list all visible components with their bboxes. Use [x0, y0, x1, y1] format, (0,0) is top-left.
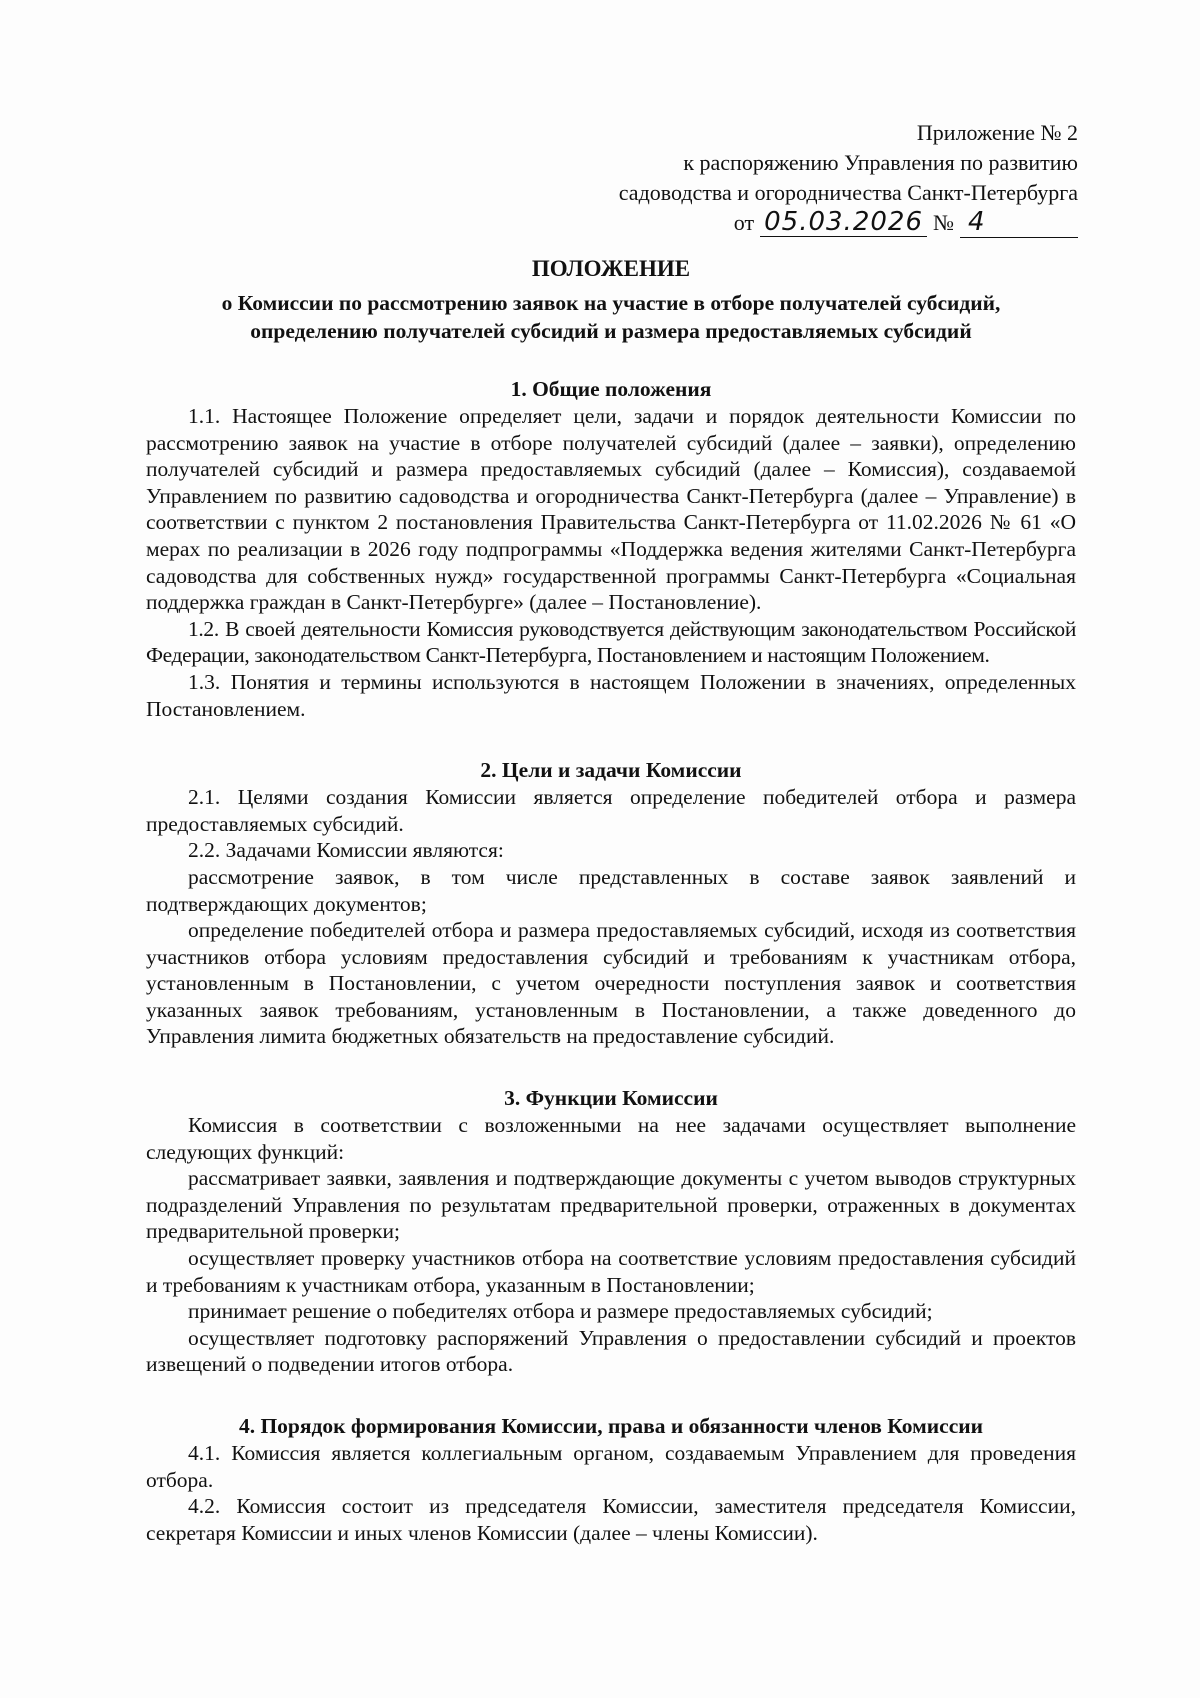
- appendix-order-line: к распоряжению Управления по развитию: [683, 150, 1078, 175]
- document-subtitle: [146, 289, 1076, 345]
- subtitle-line-1: о Комиссии по рассмотрению заявок на участие в отборе получателей субсидий,: [221, 291, 1001, 315]
- paragraph-3-item-2: осуществляет проверку участников отбора на соответствие условиям предоставления субсидий и требованиям к участникам отбора, указанным в Постановлении;: [146, 1246, 1076, 1297]
- appendix-number: Приложение № 2: [916, 120, 1078, 145]
- paragraph-3-item-3: принимает решение о победителях отбора и размере предоставляемых субсидий;: [188, 1299, 933, 1324]
- paragraph-3-item-1: рассматривает заявки, заявления и подтверждающие документы с учетом выводов структурных подразделений Управления по результатам предварительной проверки, отраженных в документах предварительной проверки;: [146, 1166, 1076, 1244]
- document-title: ПОЛОЖЕНИЕ: [531, 256, 691, 281]
- paragraph-4-1: 4.1. Комиссия является коллегиальным органом, создаваемым Управлением для проведения отбора.: [146, 1441, 1076, 1492]
- paragraph-2-2-item-2: определение победителей отбора и размера предоставляемых субсидий, исходя из соответствия участников отбора условиям предоставления субсидий и требованиям к участникам отбора, установленным в Постановлении, с учетом очередности поступления заявок и соответствия указанных заявок требованиям, установленным в Постановлении, а также доведенного до Управления лимита бюджетных обязательств на предоставление субсидий.: [146, 918, 1076, 1049]
- paragraph-3-intro: Комиссия в соответствии с возложенными на нее задачами осуществляет выполнение следующих функций:: [146, 1113, 1076, 1164]
- date-prefix: от: [733, 210, 755, 235]
- paragraph-2-2-item-1: рассмотрение заявок, в том числе представленных в составе заявок заявлений и подтверждающих документов;: [146, 864, 1076, 916]
- paragraph-1-2: 1.2. В своей деятельности Комиссия руководствуется действующим законодательством Российской Федерации, законодательством Санкт-Петербурга, Постановлением и настоящим Положением.: [146, 616, 1076, 668]
- section-1-heading: 1. Общие положения: [510, 377, 712, 401]
- paragraph-2-2: 2.2. Задачами Комиссии являются:: [188, 838, 504, 863]
- appendix-date-line: [619, 208, 1078, 238]
- section-3-heading: 3. Функции Комиссии: [504, 1086, 718, 1111]
- section-4-heading: 4. Порядок формирования Комиссии, права и обязанности членов Комиссии: [238, 1414, 984, 1438]
- paragraph-4-2: 4.2. Комиссия состоит из председателя Комиссии, заместителя председателя Комиссии, секретаря Комиссии и иных членов Комиссии (далее – члены Комиссии).: [146, 1494, 1076, 1545]
- paragraph-1-1: 1.1. Настоящее Положение определяет цели, задачи и порядок деятельности Комиссии по рассмотрению заявок на участие в отборе получателей субсидий (далее – заявки), определению получателей субсидий и размера предоставляемых субсидий (далее – Комиссия), создаваемой Управлением по развитию садоводства и огородничества Санкт-Петербурга (далее – Управление) в соответствии с пунктом 2 постановления Правительства Санкт-Петербурга от 11.02.2026 № 61 «О мерах по реализации в 2026 году подпрограммы «Поддержка ведения жителями Санкт-Петербурга садоводства для собственных нужд» государственной программы Санкт-Петербурга «Социальная поддержка граждан в Санкт-Петербурге» (далее – Постановление).: [146, 404, 1076, 615]
- appendix-authority-line: садоводства и огородничества Санкт-Петербурга: [618, 180, 1078, 205]
- document-body: [146, 255, 1076, 1546]
- handwritten-number: 4: [968, 207, 986, 237]
- paragraph-2-1: 2.1. Целями создания Комиссии является определение победителей отбора и размера предоставляемых субсидий.: [146, 785, 1076, 836]
- subtitle-line-2: определению получателей субсидий и размера предоставляемых субсидий: [250, 319, 972, 343]
- appendix-header: [619, 118, 1078, 238]
- paragraph-3-item-4: осуществляет подготовку распоряжений Управления о предоставлении субсидий и проектов извещений о подведении итогов отбора.: [146, 1325, 1076, 1377]
- number-prefix: №: [933, 210, 954, 235]
- paragraph-1-3: 1.3. Понятия и термины используются в настоящем Положении в значениях, определенных Постановлением.: [146, 669, 1076, 721]
- section-2-heading: 2. Цели и задачи Комиссии: [480, 758, 742, 783]
- handwritten-date: 05.03.2026: [760, 208, 927, 237]
